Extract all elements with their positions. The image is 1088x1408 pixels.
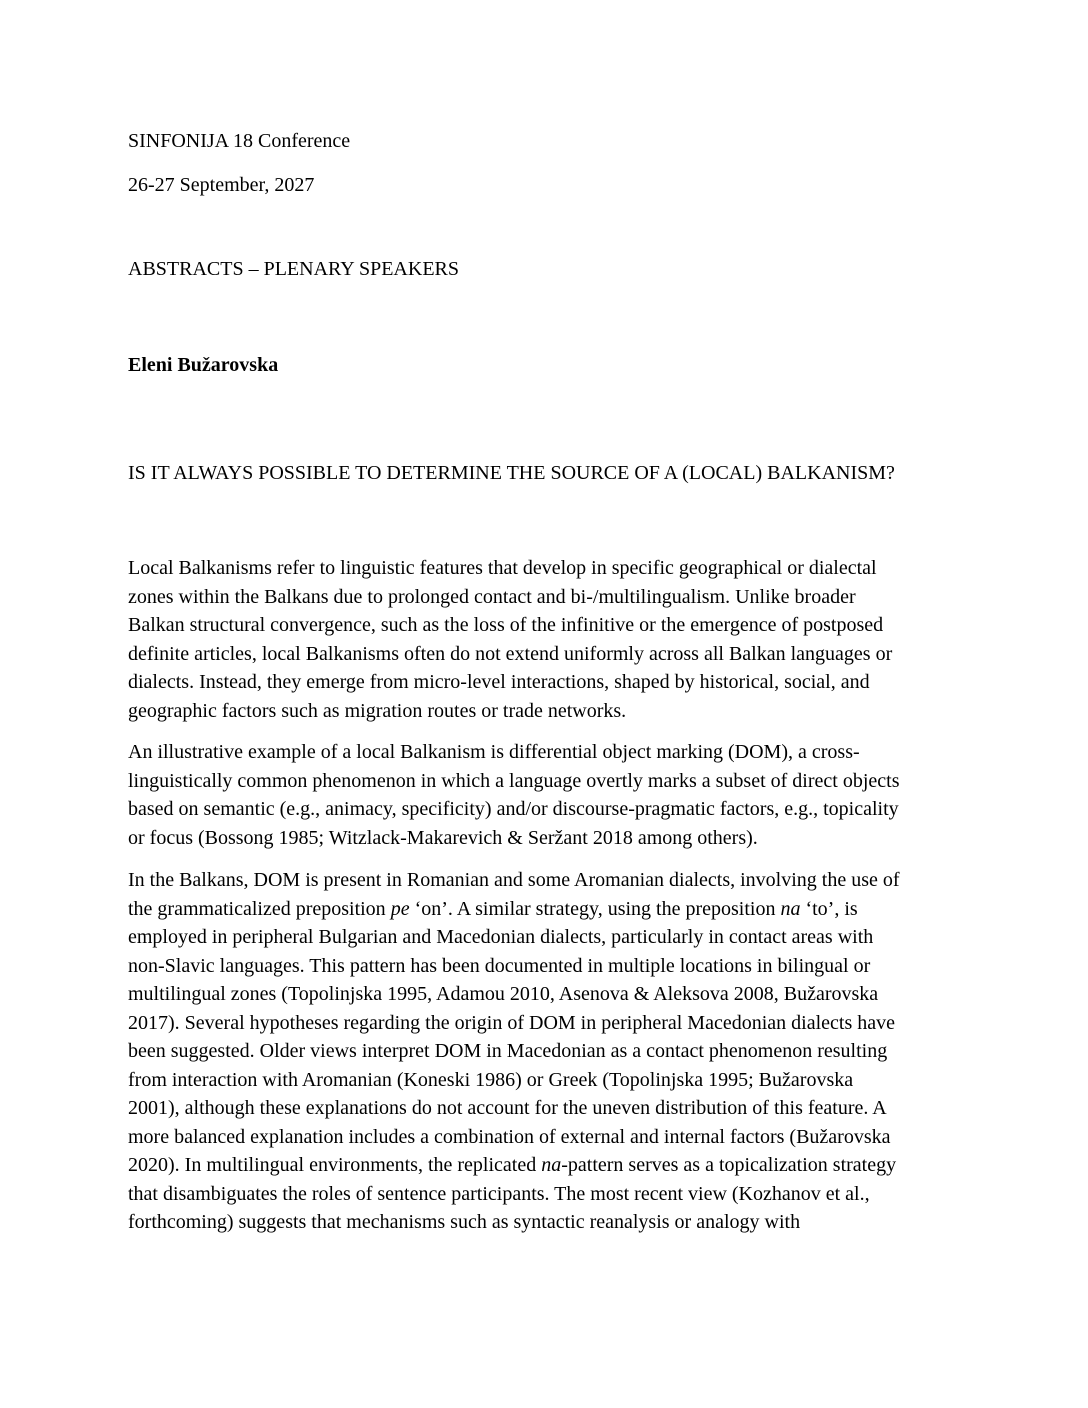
paragraph-line — [128, 668, 958, 697]
italic-term: na — [541, 1154, 562, 1176]
paragraph-line — [128, 640, 958, 669]
speaker-name: Eleni Bužarovska — [128, 354, 279, 376]
text-run: Balkan structural convergence, such as the loss of the infinitive or the emergence of postposed — [128, 614, 884, 636]
text-run: from interaction with Aromanian (Koneski 1986) or Greek (Topolinjska 1995; Bužarovska — [128, 1068, 854, 1091]
text-run: -pattern serves as a topicalization strategy — [561, 1154, 897, 1176]
text-run: forthcoming) suggests that mechanisms such as syntactic reanalysis or analogy with — [128, 1211, 801, 1233]
text-run: multilingual zones (Topolinjska 1995, Adamou 2010, Asenova & Aleksova 2008, Bužarovska — [128, 983, 879, 1005]
paragraph-line — [128, 952, 958, 981]
abstract-paragraph — [128, 554, 958, 725]
text-run: definite articles, local Balkanisms often do not extend uniformly across all Balkan languages or — [128, 642, 893, 665]
conference-date: 26-27 September, 2027 — [128, 174, 315, 196]
abstract-paragraph — [128, 866, 958, 1237]
paragraph-line — [128, 895, 958, 924]
paragraph-line — [128, 824, 958, 853]
text-run: ‘to’, is — [800, 897, 858, 920]
text-run: 2017). Several hypotheses regarding the origin of DOM in peripheral Macedonian dialects have — [128, 1011, 895, 1034]
paragraph-line — [128, 795, 958, 824]
text-run: based on semantic (e.g., animacy, specificity) and/or discourse-pragmatic factors, e.g., topicality — [128, 798, 899, 820]
text-run: An illustrative example of a local Balkanism is differential object marking (DOM), a cross- — [128, 741, 860, 763]
text-run: ‘on’. A similar strategy, using the preposition — [409, 897, 781, 920]
conference-name: SINFONIJA 18 Conference — [128, 130, 351, 152]
paragraph-line — [128, 738, 958, 767]
text-run: In the Balkans, DOM is present in Romanian and some Aromanian dialects, involving the use of — [128, 869, 900, 891]
text-run: the grammaticalized preposition — [128, 897, 391, 920]
text-run: Local Balkanisms refer to linguistic features that develop in specific geographical or dialectal — [128, 557, 877, 579]
abstract-title: IS IT ALWAYS POSSIBLE TO DETERMINE THE SOURCE OF A (LOCAL) BALKANISM? — [128, 462, 895, 484]
text-run: been suggested. Older views interpret DOM in Macedonian as a contact phenomenon resulting — [128, 1040, 888, 1062]
paragraph-line — [128, 1123, 958, 1152]
paragraph-line — [128, 611, 958, 640]
section-title: ABSTRACTS – PLENARY SPEAKERS — [128, 258, 459, 280]
text-run: 2020). In multilingual environments, the replicated — [128, 1154, 542, 1176]
paragraph-line — [128, 923, 958, 952]
text-run: dialects. Instead, they emerge from micro-level interactions, shaped by historical, social, and — [128, 671, 870, 693]
text-run: zones within the Balkans due to prolonged contact and bi-/multilingualism. Unlike broader — [128, 585, 856, 608]
abstract-paragraph — [128, 738, 958, 852]
paragraph-line — [128, 1094, 958, 1123]
text-run: non-Slavic languages. This pattern has been documented in multiple locations in bilingual or — [128, 954, 871, 977]
paragraph-line — [128, 583, 958, 612]
text-run: more balanced explanation includes a combination of external and internal factors (Bužarovska — [128, 1125, 891, 1148]
italic-term: pe — [390, 897, 410, 920]
italic-term: na — [780, 897, 801, 920]
paragraph-line — [128, 1180, 958, 1209]
paragraph-line — [128, 1066, 958, 1095]
paragraph-line — [128, 1151, 958, 1180]
paragraph-line — [128, 1009, 958, 1038]
text-run: or focus (Bossong 1985; Witzlack-Makarevich & Seržant 2018 among others). — [128, 826, 758, 849]
paragraph-line — [128, 1037, 958, 1066]
text-run: linguistically common phenomenon in which a language overtly marks a subset of direct objects — [128, 769, 900, 792]
paragraph-line — [128, 767, 958, 796]
paragraph-line — [128, 980, 958, 1009]
paragraph-line — [128, 866, 958, 895]
paragraph-line — [128, 1208, 958, 1237]
text-run: geographic factors such as migration routes or trade networks. — [128, 699, 627, 722]
text-run: 2001), although these explanations do not account for the uneven distribution of this feature. A — [128, 1097, 887, 1119]
text-run: employed in peripheral Bulgarian and Macedonian dialects, particularly in contact areas with — [128, 926, 874, 948]
text-run: that disambiguates the roles of sentence participants. The most recent view (Kozhanov et al., — [128, 1182, 870, 1205]
paragraph-line — [128, 697, 958, 726]
paragraph-line — [128, 554, 958, 583]
document-page — [128, 0, 958, 1408]
